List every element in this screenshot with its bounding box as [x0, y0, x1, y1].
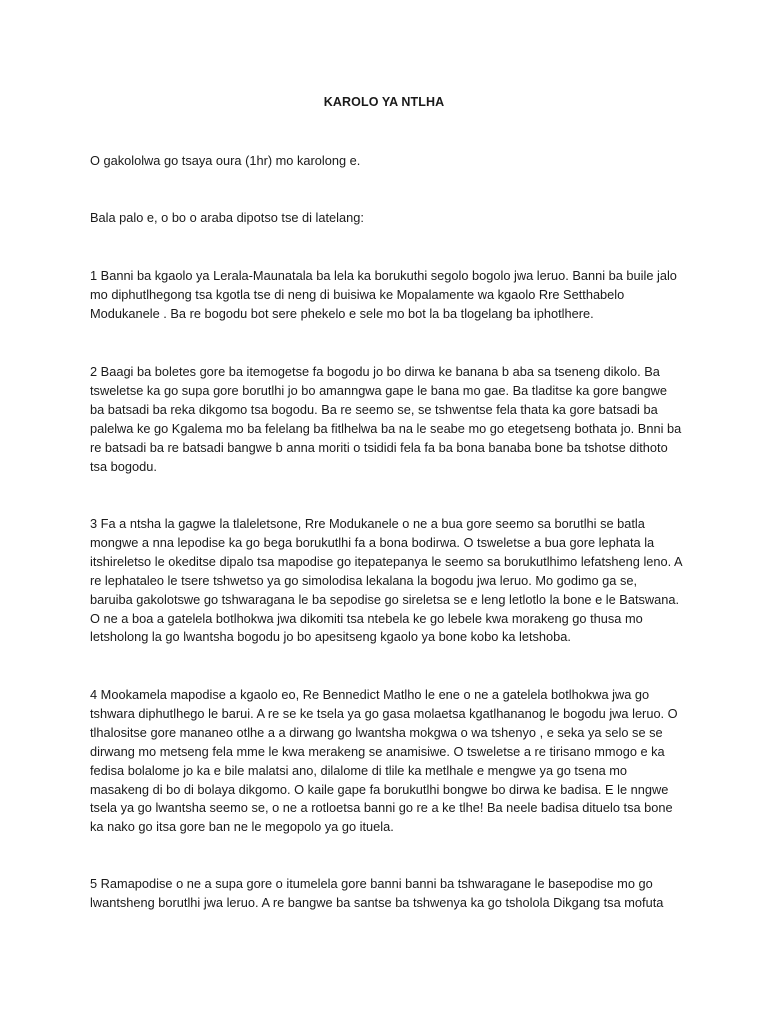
- instruction-time: O gakololwa go tsaya oura (1hr) mo karolong e.: [90, 153, 361, 168]
- passage-paragraph-5: 5 Ramapodise o ne a supa gore o itumelela gore banni banni ba tshwaragane le basepodise mo go lwantsheng borutlhi jwa leruo. A re bangwe ba santse ba tshwenya ka go tsholola Dikgang tsa mofuta: [90, 876, 664, 910]
- document-title: KAROLO YA NTLHA: [323, 95, 445, 109]
- passage-paragraph-1: 1 Banni ba kgaolo ya Lerala-Maunatala ba lela ka borukuthi segolo bogolo jwa leruo. Banni ba buile jalo mo diphutlhegong tsa kgotla tse di neng di buisiwa ke Mopalamente wa kgaolo Rre Setthabelo Modukanele . Ba re bogodu bot sere phekelo e sele mo bot la ba tlogelang ba iphotlhere.: [90, 268, 677, 321]
- instruction-read: Bala palo e, o bo o araba dipotso tse di latelang:: [90, 210, 364, 225]
- passage-paragraph-2: 2 Baagi ba boletes gore ba itemogetse fa bogodu jo bo dirwa ke banana b aba sa tseneng dikolo. Ba tsweletse ka go supa gore borutlhi jo bo amanngwa gape le bana mo gae. Ba tladitse ka gore bangwe ba batsadi ba reka dikgomo tsa bogodu. Ba re seemo se, se tshwentse fela thata ka gore batsadi ba palelwa ke go Kgalema mo ba felelang ba fitlhelwa ba na le seabe mo go etegetseng bothata jo. Bnni ba re batsadi ba re batsadi bangwe b anna moriti o tsididi fela fa ba bona banaba bone ba tshotse dithoto tsa bogodu.: [90, 364, 682, 474]
- passage-paragraph-3: 3 Fa a ntsha la gagwe la tlaleletsone, Rre Modukanele o ne a bua gore seemo sa borutlhi se batla mongwe a nna lepodise ka go bega borukutlhi fa a bona bodirwa. O tsweletse a bua gore lephata la itshireletso le okeditse dipalo tsa mapodise go itepatepanya le seemo sa borukutlhimo lefatsheng leno. A re lephataleo le tsere tshwetso ya go simolodisa lekalana la bogodu jwa leruo. Mo godimo ga se, baruiba gakolotswe go tshwaragana le ba sepodise go sireletsa se e leng letlotlo la bone e le Batswana. O ne a boa a gatelela botlhokwa jwa dikomiti tsa ntebela ke go lebele kwa morakeng go thusa mo letsholong la go lwantsha bogodu jo bo apesitseng kgaolo ya bone kobo ka letshoba.: [90, 516, 682, 645]
- passage-paragraph-4: 4 Mookamela mapodise a kgaolo eo, Re Bennedict Matlho le ene o ne a gatelela botlhokwa jwa go tshwara diphutlhego le barui. A re se ke tsela ya go gasa molaetsa kgatlhananog le bogodu jwa leruo. O tlhalositse gore mananeo otlhe a a dirwang go lwantsha mokgwa o wa tshenyo , e seka ya selo se se dirwang mo metseng fela mme le kwa merakeng se anamisiwe. O tsweletse a re tirisano mmogo e ka fedisa bolalome jo ka e bile malatsi ano, dilalome di tlile ka metlhale e mengwe ya go tsena mo masakeng di bo di bolaya dikgomo. O kaile gape fa borukutlhi bongwe bo dirwa ke badisa. E le nngwe tsela ya go lwantsha seemo se, o ne a rotloetsa banni go re a ke tlhe! Ba neele badisa dituelo tsa bone ka nako go itsa gore ban ne le megopolo ya go ituela.: [90, 687, 678, 835]
